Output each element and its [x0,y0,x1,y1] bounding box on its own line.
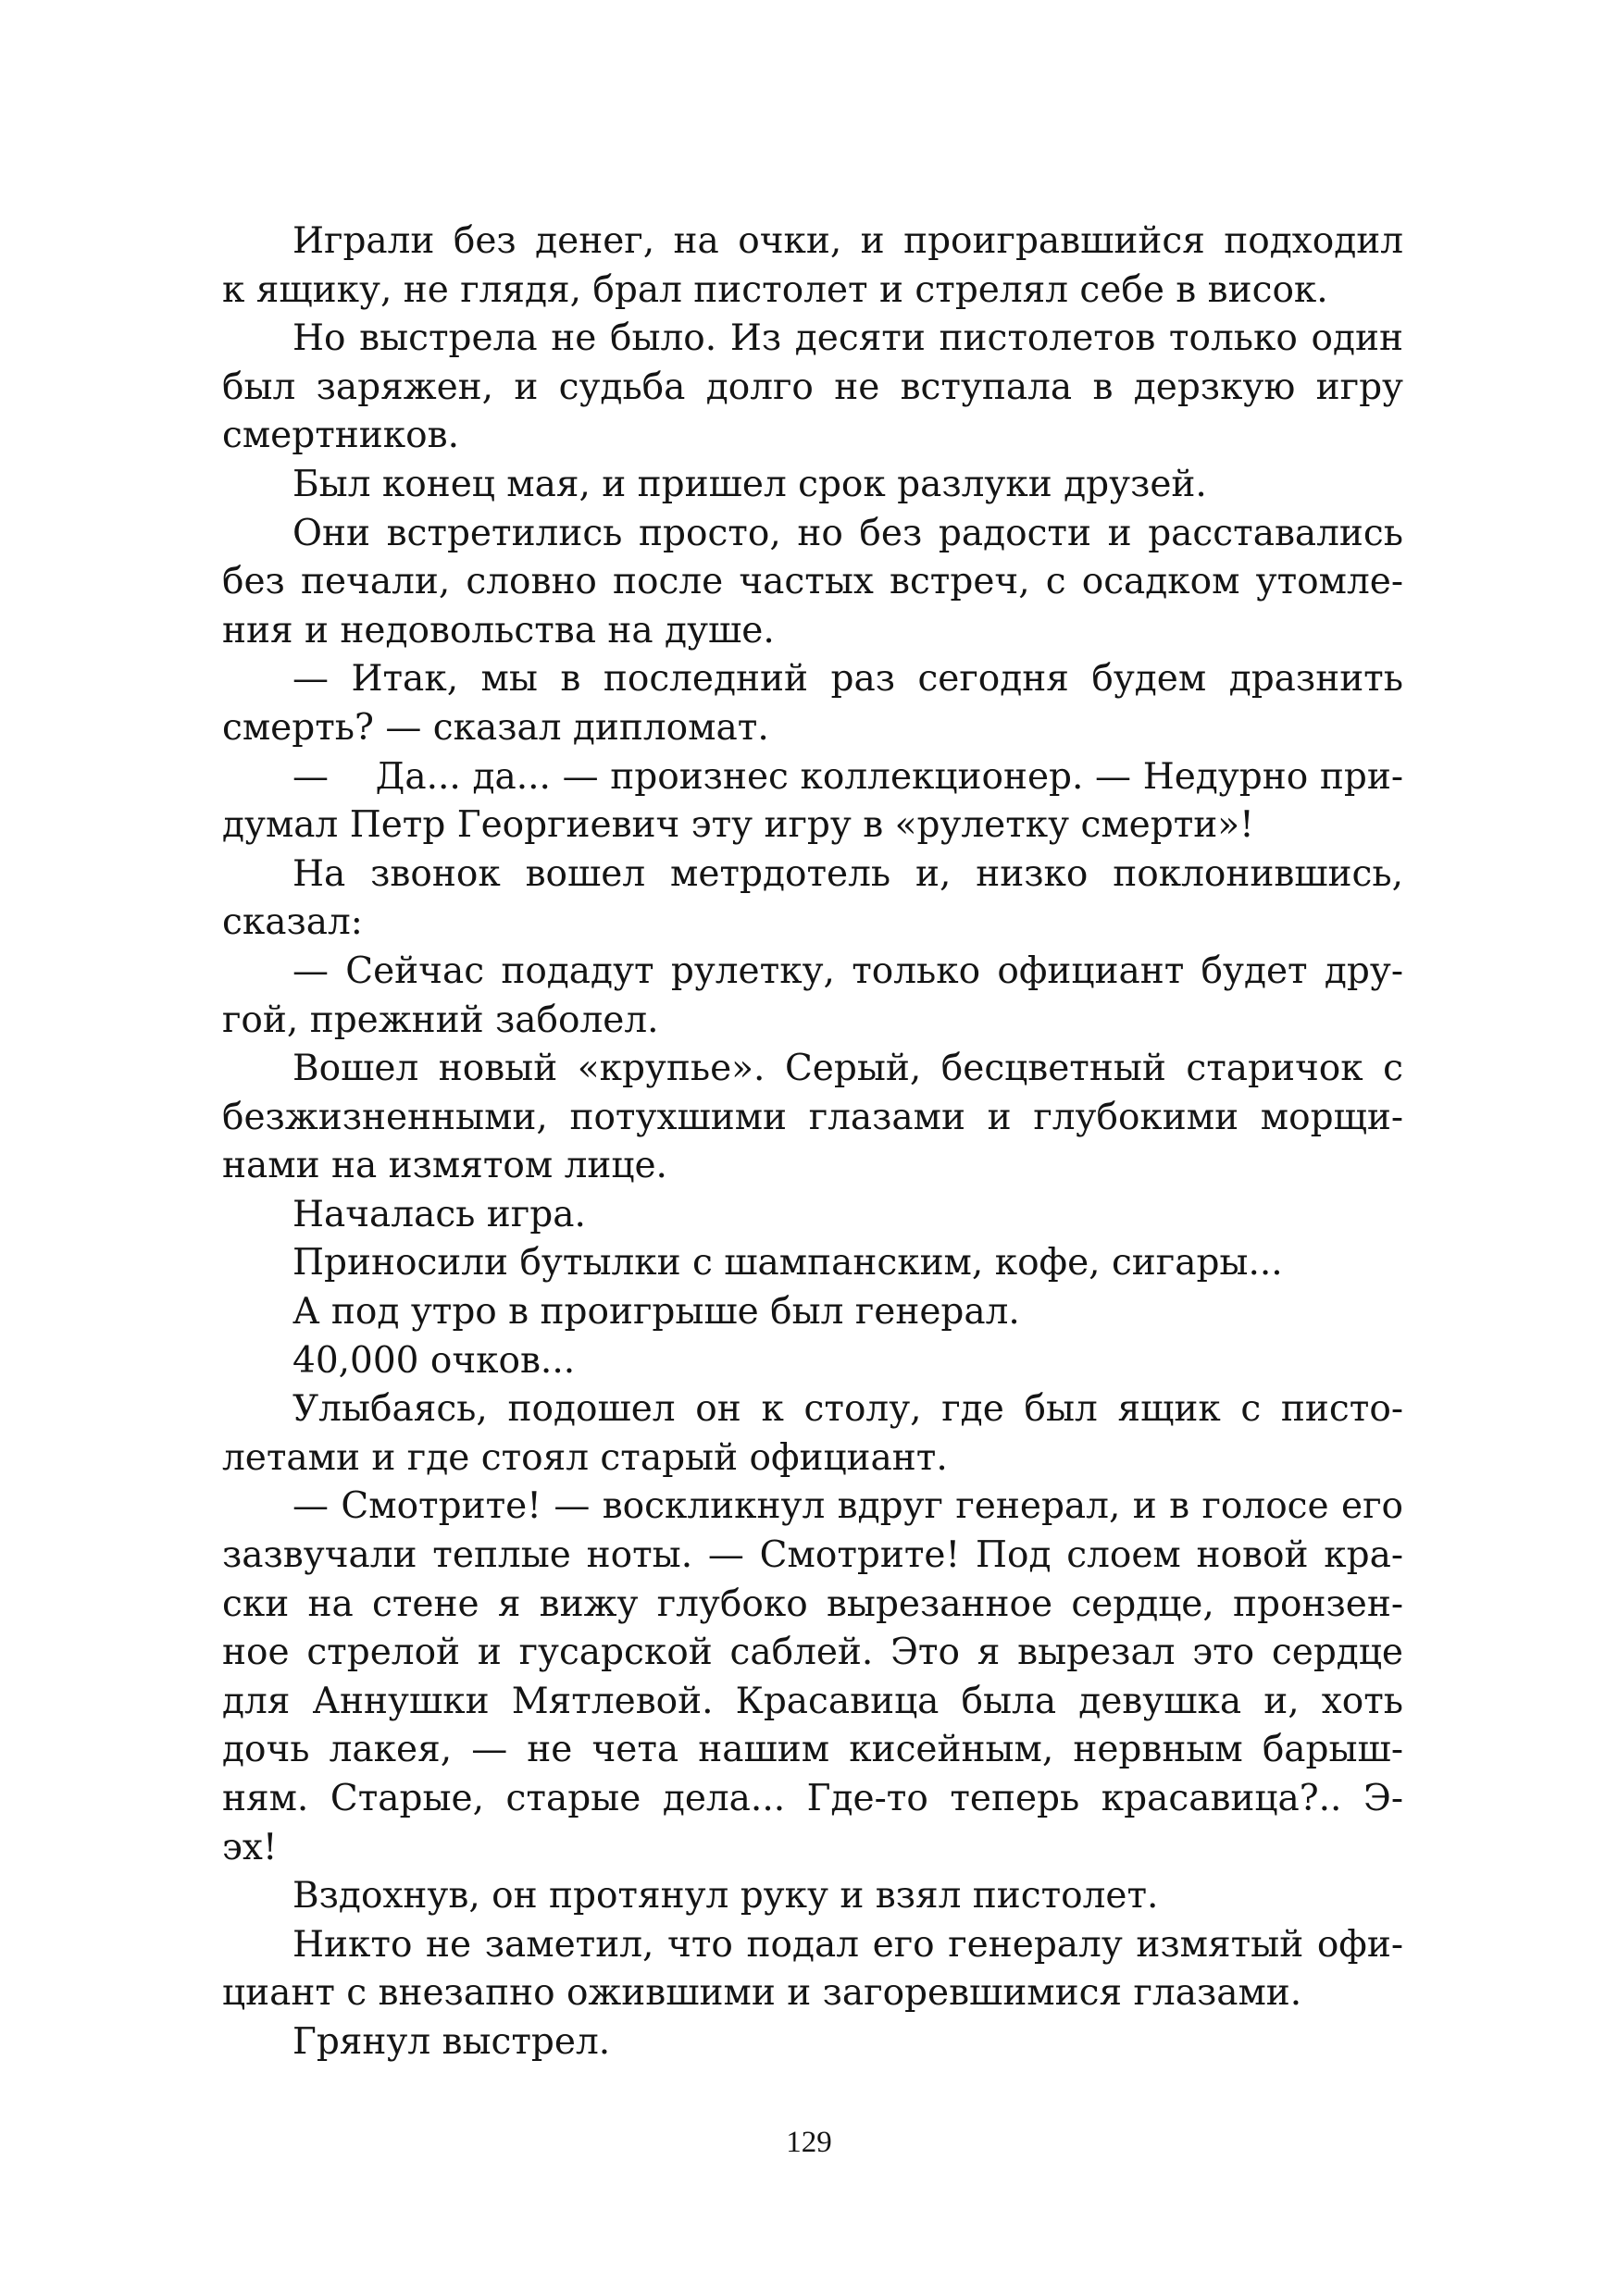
text-line: без печали, словно после частых встреч, с осадком утомле- [222,561,1403,603]
text-line: Началась игра. [292,1193,586,1235]
text-line: зазвучали теплые ноты. — Смотрите! Под слоем новой кра- [222,1534,1403,1577]
text-line: Никто не заметил, что подал его генералу измятый офи- [292,1923,1403,1966]
text-line: для Аннушки Мятлевой. Красавица была девушка и, хоть [222,1680,1403,1722]
text-line: безжизненными, потухшими глазами и глубокими морщи- [222,1096,1403,1138]
text-line: Был конец мая, и пришел срок разлуки друзей. [292,463,1207,505]
text-line: Но выстрела не было. Из десяти пистолетов только один [292,317,1403,360]
text-line: сказал: [222,901,363,944]
text-line: — Итак, мы в последний раз сегодня будем дразнить [292,658,1403,701]
text-line: ски на стене я вижу глубоко вырезанное сердце, пронзен- [222,1582,1403,1625]
text-line: ням. Старые, старые дела... Где-то теперь красавица?.. Э- [222,1778,1403,1819]
text-line: Улыбаясь, подошел он к столу, где был ящик с писто- [292,1388,1403,1431]
text-line: был заряжен, и судьба долго не вступала в дерзкую игру [222,366,1403,408]
text-line: к ящику, не глядя, брал пистолет и стрелял себе в висок. [222,268,1328,311]
text-line: ное стрелой и гусарской саблей. Это я вырезал это сердце [222,1632,1403,1674]
text-line: — Смотрите! — воскликнул вдруг генерал, и в голосе его [292,1485,1403,1528]
body-text [222,217,1403,2067]
text-line: — Да... да... — произнес коллекционер. — Недурно при- [292,755,1403,798]
text-line: А под утро в проигрыше был генерал. [292,1291,1020,1334]
text-line: На звонок вошел метрдотель и, низко поклонившись, [292,852,1403,895]
text-line: эх! [222,1826,278,1868]
text-line: Вздохнув, он протянул руку и взял пистолет. [292,1875,1159,1917]
text-line: ния и недовольства на душе. [222,609,775,652]
text-line: нами на измятом лице. [222,1145,667,1187]
text-line: Они встретились просто, но без радости и расставались [292,512,1403,554]
text-line: смерть? — сказал дипломат. [222,706,769,749]
text-line: думал Петр Георгиевич эту игру в «рулетку смерти»! [222,804,1254,847]
text-line: Играли без денег, на очки, и проигравшийся подходил [292,220,1403,262]
text-line: Грянул выстрел. [292,2020,611,2063]
text-line: — Сейчас подадут рулетку, только официант будет дру- [292,949,1403,992]
text-line: Вошел новый «крупье». Серый, бесцветный старичок с [292,1048,1403,1090]
text-line: Приносили бутылки с шампанским, кофе, сигары... [292,1242,1283,1285]
text-line: 40,000 очков... [292,1339,576,1382]
text-line: гой, прежний заболел. [222,999,659,1041]
text-line: циант с внезапно ожившими и загоревшимися глазами. [222,1972,1302,2015]
text-line: летами и где стоял старый официант. [222,1436,948,1479]
page-number: 129 [786,2126,832,2159]
text-line: дочь лакея, — не чета нашим кисейным, нервным барыш- [222,1729,1403,1771]
text-line: смертников. [222,415,459,457]
